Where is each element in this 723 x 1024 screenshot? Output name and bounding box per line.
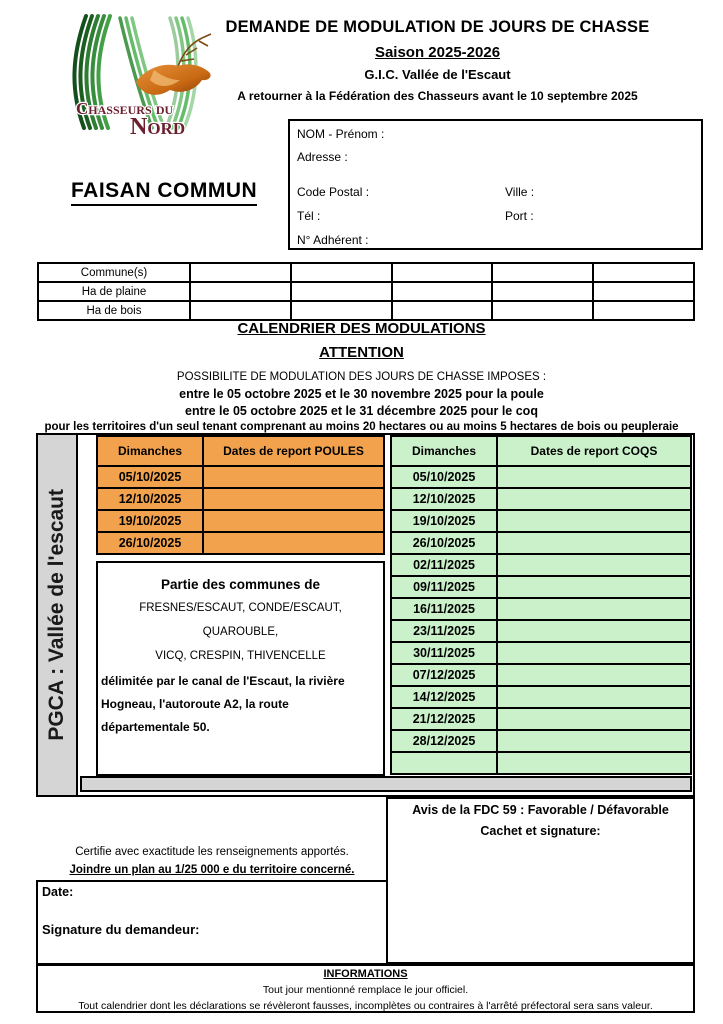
attach-map-instruction: Joindre un plan au 1/25 000 e du territoire concerné.	[69, 864, 355, 876]
territory-description-title: Partie des communes de	[160, 577, 321, 592]
sunday-date-cell: 16/11/2025	[392, 599, 498, 619]
communes-empty-cell	[593, 282, 694, 301]
sunday-date-cell: 09/11/2025	[392, 577, 498, 597]
calendar-row	[392, 729, 690, 751]
communes-empty-cell	[291, 263, 392, 282]
cocks-rows	[392, 465, 690, 773]
communes-empty-cell	[492, 263, 593, 282]
mobile-field-label: Port :	[505, 209, 534, 223]
calendar-row	[392, 575, 690, 597]
calendar-row	[392, 751, 690, 773]
hens-sundays-header: Dimanches	[98, 437, 204, 465]
calendar-row	[392, 509, 690, 531]
territory-boundary-line: Hogneau, l'autoroute A2, la route	[101, 697, 289, 711]
communes-table	[37, 262, 695, 321]
report-date-cell	[498, 577, 690, 597]
cock-period-rule: entre le 05 octobre 2025 et le 31 décembre 2025 pour le coq	[185, 404, 538, 418]
cocks-report-dates-header: Dates de report COQS	[530, 444, 658, 458]
applicant-signature-label: Signature du demandeur:	[42, 922, 200, 937]
communes-empty-cell	[492, 301, 593, 320]
hens-header-row	[98, 437, 383, 465]
communes-empty-cell	[392, 282, 493, 301]
phone-field-label: Tél :	[297, 209, 321, 223]
postal-code-field-label: Code Postal :	[297, 185, 370, 199]
sunday-date-cell: 07/12/2025	[392, 665, 498, 685]
territory-commune-line: FRESNES/ESCAUT, CONDE/ESCAUT,	[139, 602, 342, 614]
territory-boundary-line: délimitée par le canal de l'Escaut, la rivière	[101, 674, 345, 688]
report-date-cell	[204, 533, 383, 553]
report-date-cell	[204, 489, 383, 509]
calendar-row	[392, 619, 690, 641]
communes-table-row	[38, 282, 694, 301]
fdc-opinion-box	[386, 797, 695, 964]
report-date-cell	[498, 753, 690, 773]
report-date-cell	[204, 511, 383, 531]
report-date-cell	[498, 621, 690, 641]
communes-row-label: Commune(s)	[38, 263, 190, 282]
fdc-opinion-label: Avis de la FDC 59 : Favorable / Défavorable	[412, 803, 669, 817]
report-date-cell	[204, 467, 383, 487]
cocks-header-row	[392, 437, 690, 465]
territory-communes-lines	[98, 602, 383, 662]
report-date-cell	[498, 533, 690, 553]
sunday-date-cell	[392, 753, 498, 773]
attention-heading: ATTENTION	[319, 344, 404, 361]
certification-block	[37, 846, 387, 876]
calendar-row	[392, 487, 690, 509]
calendar-row	[392, 553, 690, 575]
communes-empty-cell	[593, 263, 694, 282]
organization-name: G.I.C. Vallée de l'Escaut	[364, 67, 511, 82]
report-date-cell	[498, 665, 690, 685]
territory-boundary-line: départementale 50.	[101, 720, 210, 734]
communes-table-row	[38, 263, 694, 282]
sunday-date-cell: 26/10/2025	[98, 533, 204, 553]
sunday-date-cell: 26/10/2025	[392, 533, 498, 553]
communes-empty-cell	[190, 301, 291, 320]
territory-description-box	[96, 561, 385, 776]
communes-row-label: Ha de bois	[38, 301, 190, 320]
hen-period-rule: entre le 05 octobre 2025 et le 30 novembre 2025 pour la poule	[179, 387, 544, 401]
communes-empty-cell	[392, 301, 493, 320]
calendar-bottom-gray-strip	[80, 776, 692, 792]
stamp-signature-label: Cachet et signature:	[480, 824, 601, 838]
document-title: DEMANDE DE MODULATION DE JOURS DE CHASSE	[225, 18, 650, 36]
calendar-row	[98, 465, 383, 487]
city-field-label: Ville :	[505, 185, 535, 199]
cocks-calendar-block	[390, 435, 692, 775]
territory-commune-line: VICQ, CRESPIN, THIVENCELLE	[155, 650, 326, 662]
calendar-row	[392, 597, 690, 619]
address-field-label: Adresse :	[297, 150, 348, 164]
communes-row-label: Ha de plaine	[38, 282, 190, 301]
communes-empty-cell	[291, 301, 392, 320]
hens-report-dates-header: Dates de report POULES	[223, 444, 364, 458]
report-date-cell	[498, 709, 690, 729]
communes-empty-cell	[492, 282, 593, 301]
sunday-date-cell: 05/10/2025	[98, 467, 204, 487]
calendar-row	[98, 531, 383, 553]
hens-calendar-block	[96, 435, 385, 555]
date-label: Date:	[42, 885, 74, 899]
sunday-date-cell: 12/10/2025	[98, 489, 204, 509]
communes-empty-cell	[291, 282, 392, 301]
territory-boundary-lines	[98, 674, 383, 734]
modulation-calendar-table	[36, 433, 695, 797]
communes-empty-cell	[392, 263, 493, 282]
cocks-sundays-header: Dimanches	[392, 437, 498, 465]
calendar-row	[392, 663, 690, 685]
calendar-row	[98, 509, 383, 531]
season-subtitle: Saison 2025-2026	[374, 44, 501, 61]
communes-empty-cell	[593, 301, 694, 320]
calendar-row	[392, 531, 690, 553]
area-vertical-strip	[38, 435, 78, 795]
sunday-date-cell: 23/11/2025	[392, 621, 498, 641]
sunday-date-cell: 19/10/2025	[98, 511, 204, 531]
informations-line-1: Tout jour mentionné remplace le jour officiel.	[262, 984, 469, 996]
return-deadline-note: A retourner à la Fédération des Chasseurs avant le 10 septembre 2025	[237, 89, 638, 103]
report-date-cell	[498, 555, 690, 575]
communes-empty-cell	[190, 282, 291, 301]
informations-box	[36, 964, 695, 1013]
calendar-row	[392, 641, 690, 663]
report-date-cell	[498, 511, 690, 531]
sunday-date-cell: 21/12/2025	[392, 709, 498, 729]
date-signature-box	[36, 880, 388, 965]
sunday-date-cell: 02/11/2025	[392, 555, 498, 575]
calendar-row	[392, 707, 690, 729]
calendar-row	[392, 685, 690, 707]
applicant-form-box	[288, 119, 703, 250]
calendar-row	[98, 487, 383, 509]
sunday-date-cell: 14/12/2025	[392, 687, 498, 707]
territory-commune-line: QUAROUBLE,	[202, 626, 279, 638]
sunday-date-cell: 30/11/2025	[392, 643, 498, 663]
svg-text:Nord: Nord	[130, 114, 186, 138]
report-date-cell	[498, 489, 690, 509]
informations-line-2: Tout calendrier dont les déclarations se révèleront fausses, incomplètes ou contraires à l'arrêté préfectoral sera sans valeur.	[78, 1000, 653, 1012]
sunday-date-cell: 05/10/2025	[392, 467, 498, 487]
communes-table-row	[38, 301, 694, 320]
sunday-date-cell: 19/10/2025	[392, 511, 498, 531]
member-number-field-label: N° Adhérent :	[297, 233, 369, 247]
header-title-block	[200, 18, 675, 103]
calendar-heading: CALENDRIER DES MODULATIONS	[237, 320, 486, 337]
report-date-cell	[498, 731, 690, 751]
svg-text:Chasseurs du: Chasseurs du	[76, 99, 174, 118]
calendar-row	[392, 465, 690, 487]
report-date-cell	[498, 643, 690, 663]
report-date-cell	[498, 599, 690, 619]
sunday-date-cell: 28/12/2025	[392, 731, 498, 751]
report-date-cell	[498, 467, 690, 487]
communes-table-body	[38, 263, 694, 320]
territory-rule: pour les territoires d'un seul tenant comprenant au moins 20 hectares ou au moins 5 hectares de bois ou peupleraie	[44, 421, 679, 433]
communes-empty-cell	[190, 263, 291, 282]
sunday-date-cell: 12/10/2025	[392, 489, 498, 509]
species-title: FAISAN COMMUN	[71, 179, 257, 206]
certify-statement: Certifie avec exactitude les renseignements apportés.	[75, 846, 349, 858]
name-field-label: NOM - Prénom :	[297, 127, 385, 141]
hens-rows	[98, 465, 383, 553]
informations-title: INFORMATIONS	[323, 968, 408, 980]
area-label: PGCA : Vallée de l'escaut	[45, 489, 68, 741]
possibility-line: POSSIBILITE DE MODULATION DES JOURS DE CHASSE IMPOSES :	[176, 371, 547, 383]
report-date-cell	[498, 687, 690, 707]
